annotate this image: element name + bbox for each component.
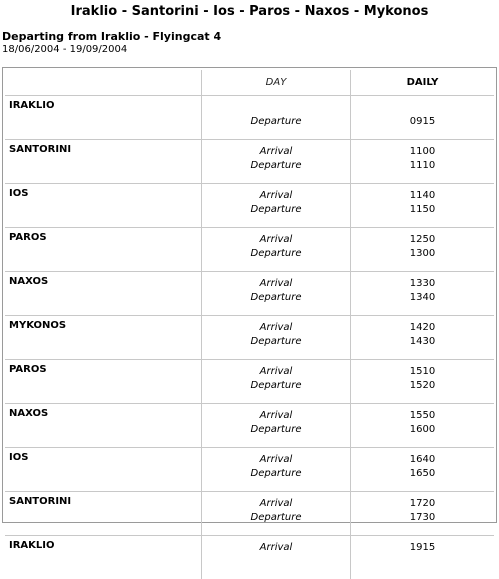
label-cell bbox=[202, 140, 351, 184]
port-header bbox=[5, 70, 202, 96]
time-line-1: 1640 bbox=[409, 454, 436, 465]
label-line-2: Departure bbox=[250, 468, 302, 479]
table-row bbox=[5, 272, 494, 316]
time-line-1: 1420 bbox=[409, 322, 436, 333]
time-cell bbox=[351, 272, 494, 316]
label-cell bbox=[202, 536, 351, 579]
date-range: 18/06/2004 - 19/09/2004 bbox=[2, 44, 128, 55]
port-name: IRAKLIO bbox=[5, 96, 202, 140]
table-row bbox=[5, 492, 494, 536]
time-line-1: 1915 bbox=[409, 542, 436, 553]
port-name: NAXOS bbox=[5, 272, 202, 316]
time-line-1: 1100 bbox=[409, 146, 436, 157]
table-row bbox=[5, 316, 494, 360]
port-name: PAROS bbox=[5, 228, 202, 272]
label-cell bbox=[202, 360, 351, 404]
time-line-1: 1550 bbox=[409, 410, 436, 421]
time-line-1: 1140 bbox=[409, 190, 436, 201]
label-line-2: Departure bbox=[250, 380, 302, 391]
time-cell bbox=[351, 228, 494, 272]
time-line-2: 1430 bbox=[409, 336, 436, 347]
route-subtitle: Departing from Iraklio - Flyingcat 4 bbox=[2, 30, 222, 43]
table-row bbox=[5, 360, 494, 404]
time-line-1: 1250 bbox=[409, 234, 436, 245]
time-line-2: 1150 bbox=[409, 204, 436, 215]
time-cell bbox=[351, 492, 494, 536]
table-row bbox=[5, 536, 494, 579]
daily-header: DAILY bbox=[351, 70, 494, 96]
label-cell bbox=[202, 272, 351, 316]
time-line-1 bbox=[351, 101, 494, 115]
time-cell bbox=[351, 536, 494, 579]
time-cell bbox=[351, 140, 494, 184]
port-name: IOS bbox=[5, 448, 202, 492]
table-row bbox=[5, 140, 494, 184]
label-cell bbox=[202, 404, 351, 448]
label-cell bbox=[202, 448, 351, 492]
table-row bbox=[5, 448, 494, 492]
time-cell bbox=[351, 96, 494, 140]
day-header: DAY bbox=[202, 70, 351, 96]
port-name: IOS bbox=[5, 184, 202, 228]
port-name: NAXOS bbox=[5, 404, 202, 448]
label-line-1 bbox=[202, 101, 350, 115]
time-line-2: 1340 bbox=[409, 292, 436, 303]
time-cell bbox=[351, 404, 494, 448]
time-cell bbox=[351, 360, 494, 404]
time-line-2 bbox=[351, 555, 494, 569]
label-line-1: Arrival bbox=[259, 190, 293, 201]
table-row bbox=[5, 228, 494, 272]
port-name: IRAKLIO bbox=[5, 536, 202, 579]
time-line-1: 1510 bbox=[409, 366, 436, 377]
table-header-row bbox=[5, 70, 494, 96]
port-name: SANTORINI bbox=[5, 492, 202, 536]
label-line-2: Departure bbox=[250, 512, 302, 523]
time-cell bbox=[351, 448, 494, 492]
label-line-2: Departure bbox=[250, 248, 302, 259]
timetable-table bbox=[5, 70, 494, 579]
label-line-1: Arrival bbox=[259, 322, 293, 333]
page-title: Iraklio - Santorini - Ios - Paros - Naxos - Mykonos bbox=[70, 4, 429, 19]
time-line-2: 1600 bbox=[409, 424, 436, 435]
label-line-2: Departure bbox=[250, 160, 302, 171]
timetable bbox=[2, 67, 497, 553]
table-row bbox=[5, 184, 494, 228]
label-line-1: Arrival bbox=[259, 498, 293, 509]
time-line-1: 1330 bbox=[409, 278, 436, 289]
label-line-1: Arrival bbox=[259, 366, 293, 377]
time-cell bbox=[351, 316, 494, 360]
label-line-1: Arrival bbox=[259, 234, 293, 245]
time-line-2: 1110 bbox=[409, 160, 436, 171]
table-row bbox=[5, 96, 494, 140]
time-line-1: 1720 bbox=[409, 498, 436, 509]
port-name: PAROS bbox=[5, 360, 202, 404]
label-cell bbox=[202, 316, 351, 360]
time-line-2: 0915 bbox=[409, 116, 436, 127]
label-line-2: Departure bbox=[250, 116, 302, 127]
time-cell bbox=[351, 184, 494, 228]
label-line-1: Arrival bbox=[259, 410, 293, 421]
label-line-1: Arrival bbox=[259, 454, 293, 465]
label-cell bbox=[202, 184, 351, 228]
label-line-2: Departure bbox=[250, 204, 302, 215]
time-line-2: 1730 bbox=[409, 512, 436, 523]
label-line-1: Arrival bbox=[259, 278, 293, 289]
label-line-1: Arrival bbox=[259, 146, 293, 157]
label-line-2: Departure bbox=[250, 424, 302, 435]
time-line-2: 1520 bbox=[409, 380, 436, 391]
label-cell bbox=[202, 228, 351, 272]
label-cell bbox=[202, 492, 351, 536]
time-line-2: 1300 bbox=[409, 248, 436, 259]
time-line-2: 1650 bbox=[409, 468, 436, 479]
table-row bbox=[5, 404, 494, 448]
label-cell bbox=[202, 96, 351, 140]
port-name: MYKONOS bbox=[5, 316, 202, 360]
label-line-2 bbox=[202, 555, 350, 569]
port-name: SANTORINI bbox=[5, 140, 202, 184]
label-line-1: Arrival bbox=[259, 542, 293, 553]
label-line-2: Departure bbox=[250, 292, 302, 303]
label-line-2: Departure bbox=[250, 336, 302, 347]
